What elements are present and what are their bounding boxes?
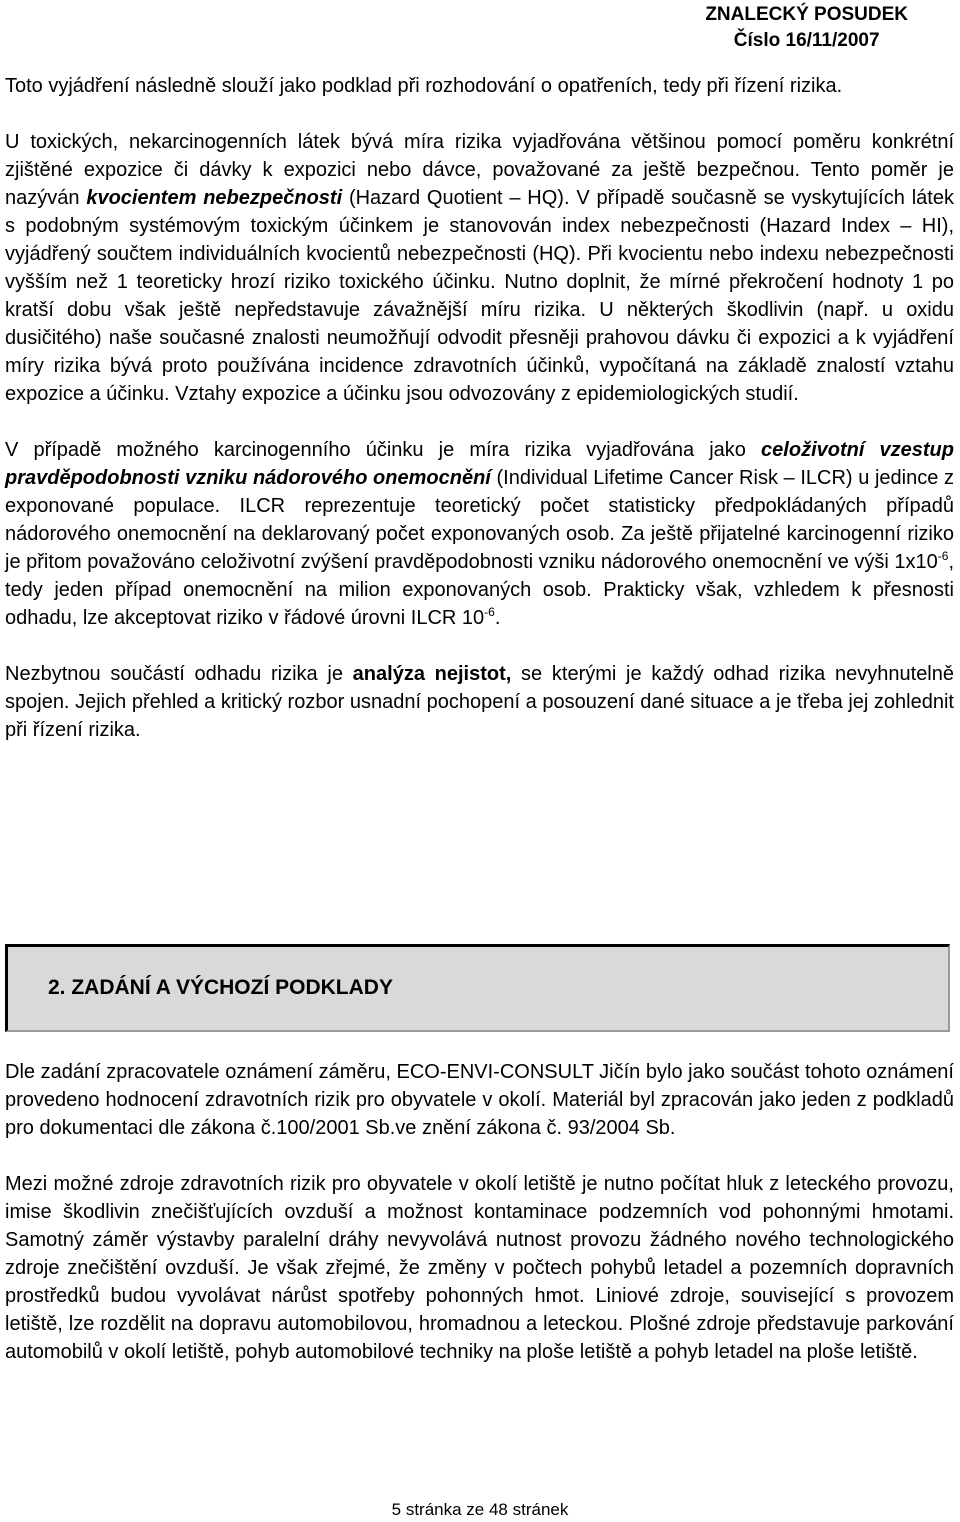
document-number: Číslo 16/11/2007	[733, 30, 880, 51]
document-header	[705, 2, 908, 54]
paragraph-uncertainty	[5, 660, 954, 744]
paragraph-cancer-risk	[5, 436, 954, 632]
section-heading: 2. ZADÁNÍ A VÝCHOZÍ PODKLADY	[48, 976, 393, 999]
text-run: .	[494, 607, 501, 629]
paragraph-hazard-quotient	[5, 128, 954, 408]
page-footer: 5 stránka ze 48 stránek	[391, 1500, 569, 1519]
body-text	[5, 72, 954, 744]
paragraph-intro: Toto vyjádření následně slouží jako podklad při rozhodování o opatřeních, tedy při řízení rizika.	[5, 75, 843, 97]
term-hazard-quotient: kvocientem nebezpečnosti	[86, 187, 343, 209]
text-run: Nezbytnou součástí odhadu rizika je	[5, 663, 353, 685]
text-run: V případě možného karcinogenního účinku je míra rizika vyjadřována jako	[5, 439, 762, 461]
exponent: -6	[484, 605, 495, 619]
paragraph-risk-sources: Mezi možné zdroje zdravotních rizik pro obyvatele v okolí letiště je nutno počítat hluk z leteckého provozu, imise škodlivin znečišťujících ovzduší a možnost kontaminace podzemních vod pohonnými hmotami. Samotný záměr výstavby paralelní dráhy nevyvolává nutnost provozu žádného nového technologického zdroje znečištění ovzduší. Je však zřejmé, že změny v počtech pohybů letadel a pozemních dopravních prostředků budou vyvolávat nárůst spotřeby pohonných hmot. Liniové zdroje, související s provozem letiště, lze rozdělit na dopravu automobilovou, hromadnou a leteckou. Plošné zdroje představuje parkování automobilů v okolí letiště, pohyb automobilové techniky na ploše letiště a pohyb letadel na ploše letiště.	[5, 1173, 954, 1363]
document-title: ZNALECKÝ POSUDEK	[705, 4, 908, 25]
text-run: se kterými je každý odhad rizika nevyhnutelně spojen. Jejich přehled a kritický rozbor usnadní pochopení a posouzení dané situace a je třeba jej zohlednit při řízení rizika.	[5, 663, 955, 741]
section-heading-box	[5, 944, 950, 1032]
term-lifetime-risk: celoživotní vzestup pravděpodobnosti vzniku nádorového onemocnění	[5, 439, 954, 489]
term-uncertainty-analysis: analýza nejistot,	[352, 663, 512, 685]
exponent: -6	[937, 549, 949, 563]
section-body	[5, 1058, 954, 1366]
text-run: , tedy jeden případ onemocnění na milion exponovaných osob. Prakticky však, vzhledem k přesnosti odhadu, lze akceptovat riziko v řádové úrovni ILCR 10	[5, 551, 955, 629]
paragraph-assignment: Dle zadání zpracovatele oznámení záměru, ECO-ENVI-CONSULT Jičín bylo jako součást tohoto oznámení provedeno hodnocení zdravotních rizik pro obyvatele v okolí. Materiál byl zpracován jako jeden z podkladů pro dokumentaci dle zákona č.100/2001 Sb.ve znění zákona č. 93/2004 Sb.	[5, 1061, 954, 1139]
text-run: U toxických, nekarcinogenních látek bývá míra rizika vyjadřována většinou pomocí poměru konkrétní zjištěné expozice či dávky k expozici nebo dávce, považované za ještě bezpečnou. Tento poměr je nazýván	[5, 131, 954, 209]
text-run: (Hazard Quotient – HQ). V případě současně se vyskytujících látek s podobným systémovým toxickým účinkem je stanovován index nebezpečnosti (Hazard Index – HI), vyjádřený součtem individuálních kvocientů nebezpečnosti (HQ). Při kvocientu nebo indexu nebezpečnosti vyšším než 1 teoreticky hrozí riziko toxického účinku. Nutno doplnit, že mírné překročení hodnoty 1 po kratší dobu však ještě nepředstavuje závažnější míru rizika. U některých škodlivin (např. u oxidu dusičitého) naše současné znalosti neumožňují odvodit přesněji prahovou dávku či expozici a k vyjádření míry rizika bývá proto používána incidence zdravotních účinků, vypočítaná na základě znalostí vztahu expozice a účinku. Vztahy expozice a účinku jsou odvozovány z epidemiologických studií.	[5, 187, 954, 405]
text-run: (Individual Lifetime Cancer Risk – ILCR) u jedince z exponované populace. ILCR reprezentuje teoretický počet statisticky předpokládaných případů nádorového onemocnění na deklarovaný počet exponovaných osob. Za ještě přijatelné karcinogenní riziko je přitom považováno celoživotní zvýšení pravděpodobnosti vzniku nádorového onemocnění ve výši 1x10	[5, 467, 954, 573]
